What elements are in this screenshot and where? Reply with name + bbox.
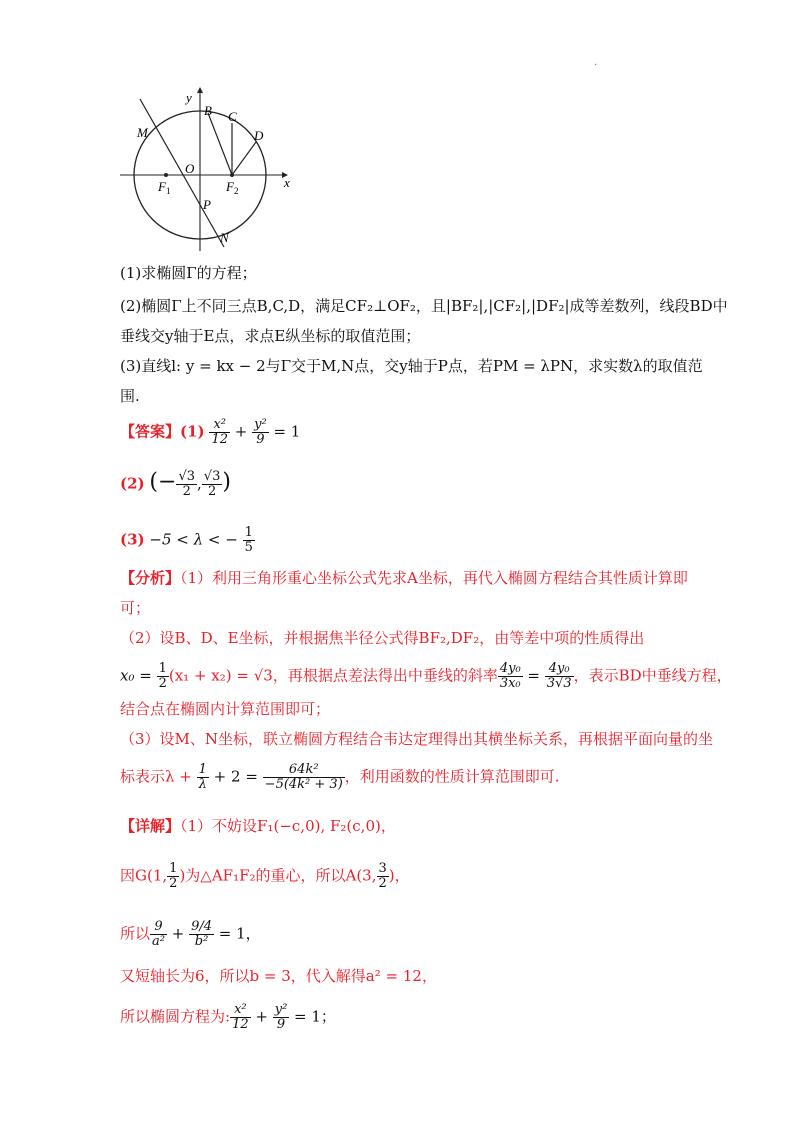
analysis-tag: 【分析】	[120, 569, 181, 587]
point-f1	[164, 173, 168, 177]
analysis-2a: （2）设B、D、E坐标，并根据焦半径公式得BF₂,DF₂，由等差中项的性质得出	[120, 629, 645, 647]
question-2-line-1: (2)椭圆Γ上不同三点B,C,D，满足CF₂⊥OF₂，且|BF₂|,|CF₂|,|DF₂|成等差数列，线段BD中	[120, 297, 728, 315]
detail-2: 因G(1, $\frac{1}{2}$ )为△AF₁F₂的重心，所以A(3, $\frac{3}{2}$ )，	[120, 861, 410, 891]
analysis-1a: 【分析】（1）利用三角形重心坐标公式先求A坐标，再代入椭圆方程结合其性质计算即	[120, 569, 688, 587]
label-f1: $F_1$	[158, 179, 171, 196]
detail-5: 所以椭圆方程为: $\frac{\text{x²}}{12}$ + $\frac{\text{y²}}{9}$ = 1；	[120, 1002, 336, 1032]
label-c: C	[228, 109, 237, 124]
ellipse-diagram	[110, 85, 310, 260]
label-d: D	[254, 128, 264, 143]
question-1: (1)求椭圆Γ的方程；	[120, 264, 257, 282]
label-b: B	[204, 103, 212, 118]
detail-1: 【详解】（1）不妨设F₁(−c,0), F₂(c,0)，	[120, 817, 396, 835]
analysis-3b: 标表示λ + $\frac{1}{\lambda}$ + 2 = $\frac{\text{64k²}}{\text{−5(4k² + 3)}}$ ，利用函数的性质计算范围即可.	[120, 762, 560, 792]
label-m: M	[137, 125, 148, 140]
point-f2	[230, 173, 234, 177]
label-origin: O	[185, 161, 195, 176]
answer-1: 【答案】(1) $\frac{\text{x²}}{12}$ + $\frac{\text{y²}}{9}$ = 1	[120, 417, 301, 447]
label-x: x	[284, 175, 290, 190]
detail-tag: 【详解】	[120, 817, 181, 835]
answer-2: (2) (− $\frac{√3}{2}$ , $\frac{√3}{2}$ )	[120, 469, 231, 499]
analysis-1b: 可；	[120, 599, 151, 617]
analysis-2b: x₀ = $\frac{1}{2}$ (x₁ + x₂) = √3，再根据点差法得出中垂线的斜率 $\frac{\text{4y₀}}{\text{3x₀}}$ = $\frac{\text{4y₀}}{3√3}$ ，表示BD中垂线方程，	[120, 661, 732, 691]
answer-3: (3) −5 < λ < − $\frac{1}{5}$	[120, 525, 253, 555]
analysis-2c: 结合点在椭圆内计算范围即可；	[120, 700, 331, 718]
question-3-line-2: 围.	[120, 387, 140, 405]
segment-df2	[232, 142, 256, 175]
question-3-line-1: (3)直线l: y = kx − 2与Γ交于M,N点，交y轴于P点，若PM = λPN，求实数λ的取值范	[120, 357, 703, 375]
question-2-line-2: 垂线交y轴于E点，求点E纵坐标的取值范围；	[120, 327, 421, 345]
y-axis-arrow	[197, 87, 203, 93]
detail-4: 又短轴长为6，所以b = 3，代入解得a² = 12，	[120, 967, 437, 985]
analysis-3a: （3）设M、N坐标，联立椭圆方程结合韦达定理得出其横坐标关系，再根据平面向量的坐	[120, 730, 714, 748]
answer-tag: 【答案】	[120, 422, 181, 441]
label-f2: $F_2$	[226, 179, 239, 196]
detail-3: 所以 $\frac{9}{\text{a²}}$ + $\frac{9/4}{\text{b²}}$ = 1，	[120, 919, 261, 949]
header-mark: ·	[594, 60, 598, 71]
label-y: y	[186, 90, 192, 105]
label-p: P	[203, 197, 211, 212]
label-n: N	[220, 230, 229, 245]
